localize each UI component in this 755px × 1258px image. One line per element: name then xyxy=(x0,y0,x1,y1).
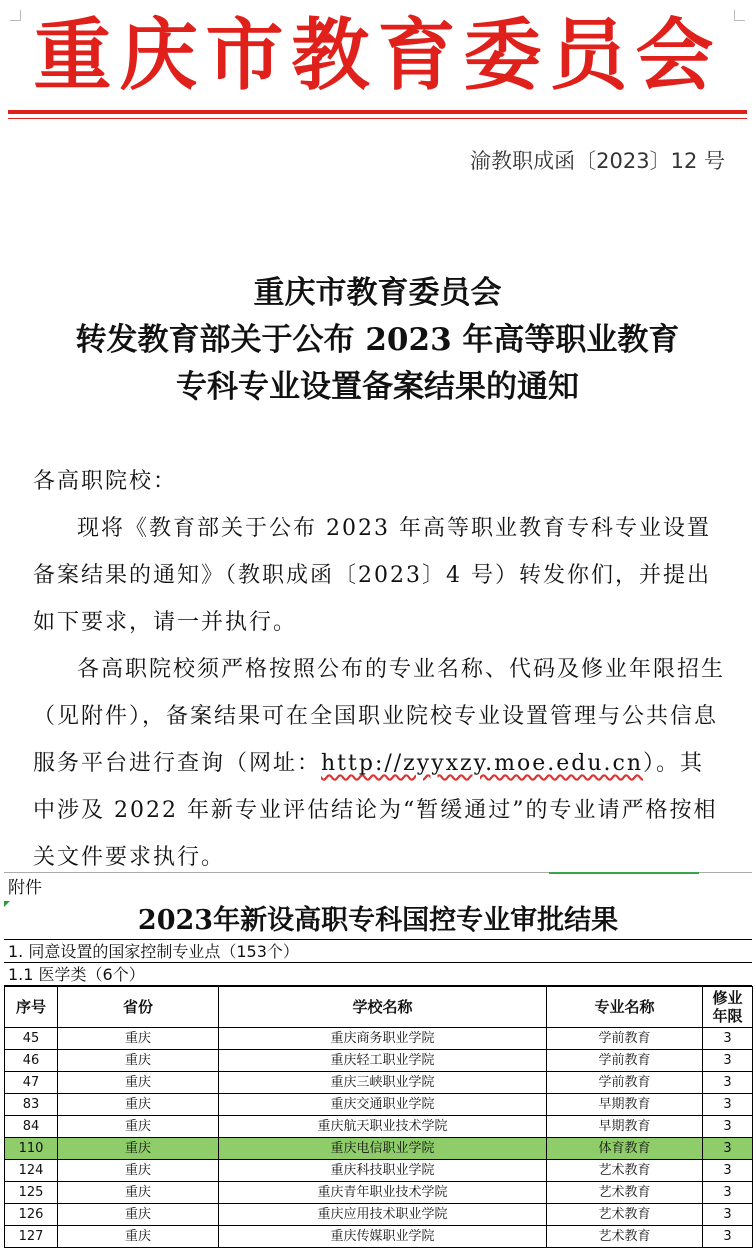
cell-school: 重庆科技职业学院 xyxy=(219,1160,547,1182)
cell-years: 3 xyxy=(703,1182,753,1204)
cell-no: 84 xyxy=(5,1116,58,1138)
table-row xyxy=(5,1094,753,1116)
cell-province: 重庆 xyxy=(58,1050,219,1072)
col-header-years: 修业 年限 xyxy=(703,987,753,1028)
cell-school: 重庆传媒职业学院 xyxy=(219,1226,547,1248)
cell-province: 重庆 xyxy=(58,1072,219,1094)
title-line: 转发教育部关于公布 2023 年高等职业教育 xyxy=(75,322,680,358)
attachment-label: 附件 xyxy=(8,878,42,898)
cell-school: 重庆青年职业技术学院 xyxy=(219,1182,547,1204)
table-row xyxy=(5,1182,753,1204)
attachment-title: 2023年新设高职专科国控专业审批结果 xyxy=(4,901,752,940)
cell-major: 早期教育 xyxy=(547,1116,703,1138)
cell-no: 46 xyxy=(5,1050,58,1072)
cell-years: 3 xyxy=(703,1226,753,1248)
paragraph-2-text-end: ）。其中涉及 2022 年新专业评估结论为“暂缓通过”的专业请严格按相关文件要求执行。 xyxy=(33,751,718,870)
paragraph-2 xyxy=(33,646,725,881)
title-line: 重庆市教育委员会 xyxy=(253,275,502,311)
salutation: 各高职院校： xyxy=(33,469,178,494)
table-row xyxy=(5,1226,753,1248)
section-label: 1. 同意设置的国家控制专业点（153个） xyxy=(4,940,752,963)
cell-no: 124 xyxy=(5,1160,58,1182)
cell-school: 重庆轻工职业学院 xyxy=(219,1050,547,1072)
cell-school: 重庆航天职业技术学院 xyxy=(219,1116,547,1138)
table-row xyxy=(5,1138,753,1160)
cell-years: 3 xyxy=(703,1138,753,1160)
cell-no: 126 xyxy=(5,1204,58,1226)
cell-province: 重庆 xyxy=(58,1226,219,1248)
cell-years: 3 xyxy=(703,1160,753,1182)
paragraph-1: 现将《教育部关于公布 2023 年高等职业教育专科专业设置备案结果的通知》（教职成函〔2023〕4 号）转发你们，并提出如下要求，请一并执行。 xyxy=(33,516,711,635)
selection-marker xyxy=(549,872,699,874)
attachment-sheet xyxy=(4,872,752,1248)
cell-years: 3 xyxy=(703,1028,753,1050)
masthead-red-rule xyxy=(8,110,747,114)
cell-no: 47 xyxy=(5,1072,58,1094)
subsection-label: 1.1 医学类（6个） xyxy=(4,963,752,986)
cell-no: 110 xyxy=(5,1138,58,1160)
cell-school: 重庆电信职业学院 xyxy=(219,1138,547,1160)
cell-major: 艺术教育 xyxy=(547,1204,703,1226)
cell-no: 45 xyxy=(5,1028,58,1050)
cell-major: 学前教育 xyxy=(547,1028,703,1050)
cell-years: 3 xyxy=(703,1094,753,1116)
cell-major: 早期教育 xyxy=(547,1094,703,1116)
cell-province: 重庆 xyxy=(58,1182,219,1204)
col-header-province: 省份 xyxy=(58,987,219,1028)
table-row xyxy=(5,1028,753,1050)
masthead-org-name: 重庆市教育委员会 xyxy=(33,11,722,101)
title-line: 专科专业设置备案结果的通知 xyxy=(176,369,579,405)
paragraph-2-text: 各高职院校须严格按照公布的专业名称、代码及修业年限招生（见附件），备案结果可在全国职业院校专业设置管理与公共信息服务平台进行查询（网址： xyxy=(33,657,726,776)
table-row xyxy=(5,1204,753,1226)
cell-province: 重庆 xyxy=(58,1138,219,1160)
document-body xyxy=(33,458,725,881)
cell-years: 3 xyxy=(703,1204,753,1226)
cell-major: 学前教育 xyxy=(547,1072,703,1094)
cell-province: 重庆 xyxy=(58,1160,219,1182)
cell-major: 艺术教育 xyxy=(547,1226,703,1248)
document-title xyxy=(0,270,755,411)
platform-url-link[interactable]: http://zyyxzy.moe.edu.cn xyxy=(321,751,644,776)
table-header-row xyxy=(5,987,753,1028)
document-number: 渝教职成函〔2023〕12 号 xyxy=(470,149,725,173)
col-header-school: 学校名称 xyxy=(219,987,547,1028)
col-header-no: 序号 xyxy=(5,987,58,1028)
cell-comment-marker xyxy=(4,901,10,907)
table-row xyxy=(5,1160,753,1182)
cell-major: 体育教育 xyxy=(547,1138,703,1160)
cell-school: 重庆交通职业学院 xyxy=(219,1094,547,1116)
table-row xyxy=(5,1072,753,1094)
table-row xyxy=(5,1050,753,1072)
cell-province: 重庆 xyxy=(58,1204,219,1226)
cell-years: 3 xyxy=(703,1116,753,1138)
cell-province: 重庆 xyxy=(58,1028,219,1050)
cell-no: 127 xyxy=(5,1226,58,1248)
col-header-major: 专业名称 xyxy=(547,987,703,1028)
cell-school: 重庆应用技术职业学院 xyxy=(219,1204,547,1226)
cell-major: 艺术教育 xyxy=(547,1160,703,1182)
cell-province: 重庆 xyxy=(58,1116,219,1138)
cell-school: 重庆商务职业学院 xyxy=(219,1028,547,1050)
cell-years: 3 xyxy=(703,1050,753,1072)
approval-table xyxy=(4,986,753,1248)
cell-years: 3 xyxy=(703,1072,753,1094)
table-row xyxy=(5,1116,753,1138)
cell-no: 125 xyxy=(5,1182,58,1204)
cell-no: 83 xyxy=(5,1094,58,1116)
cell-province: 重庆 xyxy=(58,1094,219,1116)
cell-major: 艺术教育 xyxy=(547,1182,703,1204)
cell-school: 重庆三峡职业学院 xyxy=(219,1072,547,1094)
masthead-red-rule-thin xyxy=(8,118,747,119)
cell-major: 学前教育 xyxy=(547,1050,703,1072)
